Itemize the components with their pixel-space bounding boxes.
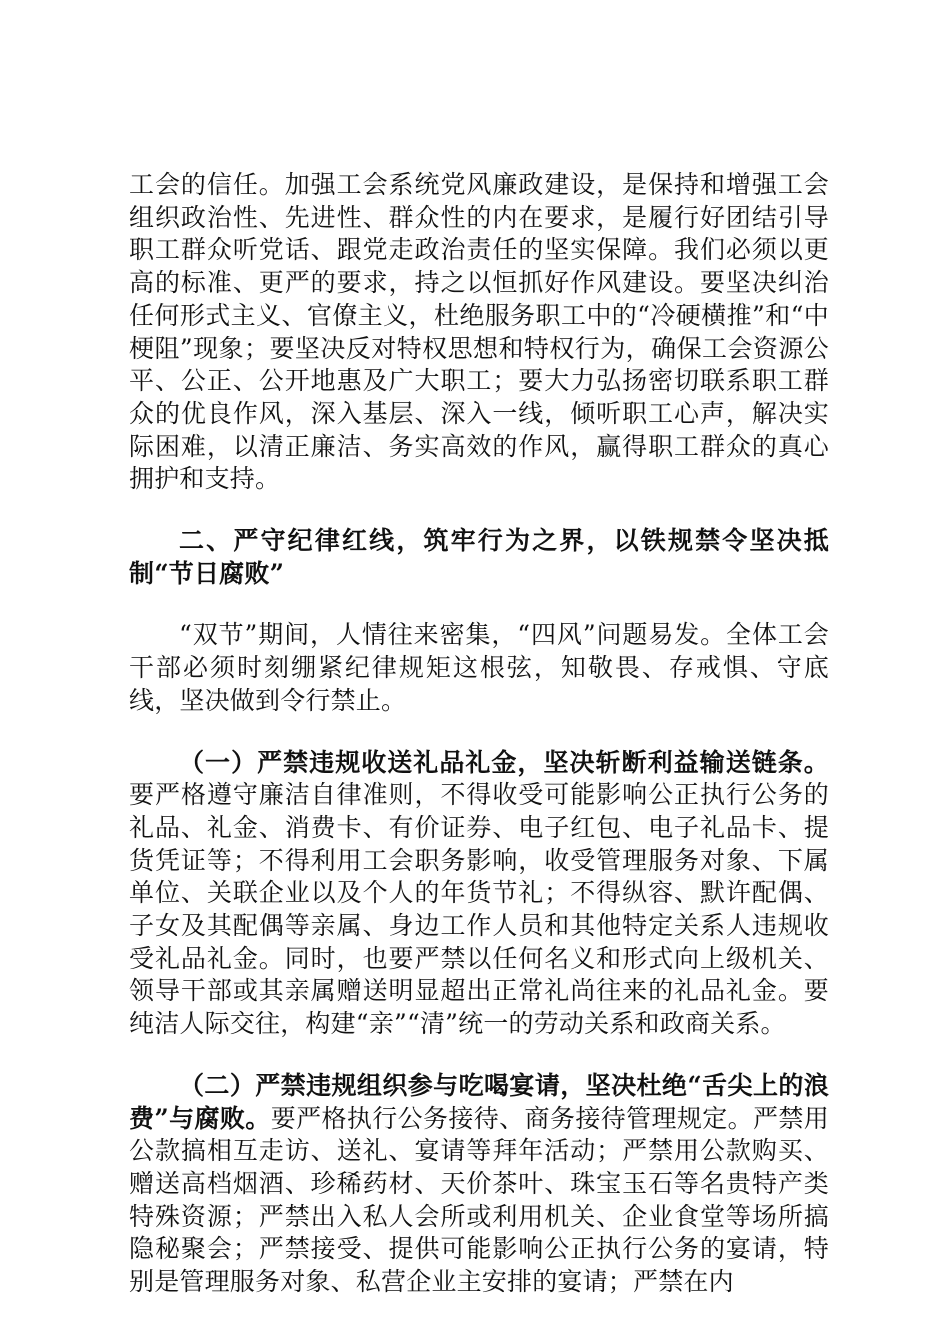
paragraph-item-two (129, 1070, 829, 1299)
item-one-lead: （一）严禁违规收送礼品礼金，坚决斩断利益输送链条。 (179, 747, 829, 777)
item-one-body: 要严格遵守廉洁自律准则，不得收受可能影响公正执行公务的礼品、礼金、消费卡、有价证券、电子红包、电子礼品卡、提货凭证等；不得利用工会职务影响，收受管理服务对象、下属单位、关联企业以及个人的年货节礼；不得纵容、默许配偶、子女及其配偶等亲属、身边工作人员和其他特定关系人违规收受礼品礼金。同时，也要严禁以任何名义和形式向上级机关、领导干部或其亲属赠送明显超出正常礼尚往来的礼品礼金。要纯洁人际交往，构建“亲”“清”统一的劳动关系和政商关系。 (129, 780, 829, 1039)
section-heading-two: 二、严守纪律红线，筑牢行为之界，以铁规禁令坚决抵制“节日腐败” (129, 526, 829, 588)
item-two-body: 要严格执行公务接待、商务接待管理规定。严禁用公款搞相互走访、送礼、宴请等拜年活动；严禁用公款购买、赠送高档烟酒、珍稀药材、天价茶叶、珠宝玉石等名贵特产类特殊资源；严禁出入私人会所或利用机关、企业食堂等场所搞隐秘聚会；严禁接受、提供可能影响公正执行公务的宴请，特别是管理服务对象、私营企业主安排的宴请；严禁在内 (129, 1103, 829, 1297)
paragraph-item-one (129, 747, 829, 1041)
item-two-lead: （二）严禁违规组织参与吃喝宴请，坚决杜绝“舌尖上的浪费”与腐败。 (129, 1070, 829, 1133)
document-page (129, 169, 829, 1299)
paragraph-double-festival: “双节”期间，人情往来密集，“四风”问题易发。全体工会干部必须时刻绷紧纪律规矩这根弦，知敬畏、存戒惧、守底线，坚决做到令行禁止。 (129, 620, 829, 715)
paragraph-union-trust: 工会的信任。加强工会系统党风廉政建设，是保持和增强工会组织政治性、先进性、群众性的内在要求，是履行好团结引导职工群众听党话、跟党走政治责任的坚实保障。我们必须以更高的标准、更严的要求，持之以恒抓好作风建设。要坚决纠治任何形式主义、官僚主义，杜绝服务职工中的“冷硬横推”和“中梗阻”现象；要坚决反对特权思想和特权行为，确保工会资源公平、公正、公开地惠及广大职工；要大力弘扬密切联系职工群众的优良作风，深入基层、深入一线，倾听职工心声，解决实际困难，以清正廉洁、务实高效的作风，赢得职工群众的真心拥护和支持。 (129, 170, 829, 494)
